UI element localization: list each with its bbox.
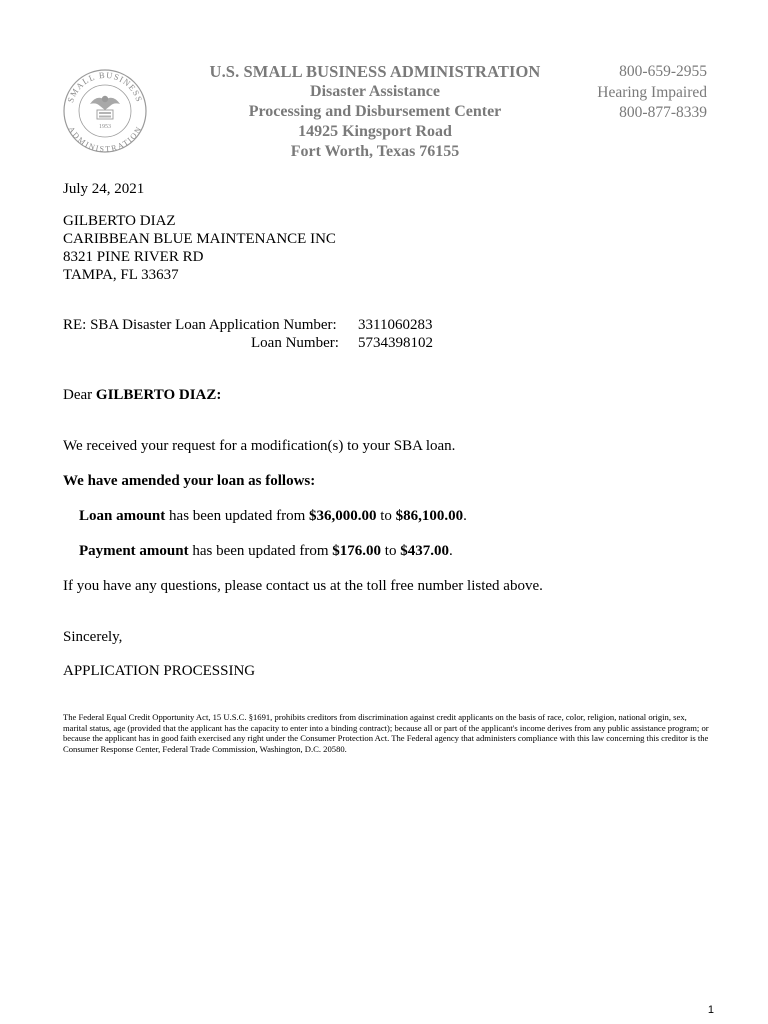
sba-seal-logo [62, 68, 148, 154]
city-address: Fort Worth, Texas 76155 [290, 143, 460, 160]
amended-heading: We have amended your loan as follows: [63, 473, 316, 489]
closing: Sincerely, [63, 629, 123, 645]
loan-number: 5734398102 [358, 335, 433, 351]
loan-amount-label: Loan amount [79, 508, 166, 524]
application-number: 3311060283 [358, 317, 433, 333]
payment-amount-end: . [448, 543, 453, 559]
loan-amount-line [79, 507, 467, 525]
street-address: 14925 Kingsport Road [298, 123, 452, 140]
ecoa-notice: The Federal Equal Credit Opportunity Act, 15 U.S.C. §1691, prohibits creditors from discrimination against credit applicants on the basis of race, color, religion, national origin, sex, marital status, age (provided that the applicant has the capacity to enter into a binding contract); because all or part of the applicant's income derives from any public assistance program; or because the applicant has in good faith exercised any right under the Consumer Protection Act. The Federal agency that administers compliance with this law concerning this creditor is the Consumer Response Center, Federal Trade Commission, Washington, D.C. 20580. [63, 712, 709, 754]
payment-amount-line [79, 542, 453, 560]
loan-amount-to-word: to [376, 508, 396, 524]
questions-paragraph: If you have any questions, please contact us at the toll free number listed above. [63, 578, 543, 594]
loan-amount-middle: has been updated from [165, 508, 309, 524]
division-name: Disaster Assistance [310, 83, 440, 100]
contact-block [580, 62, 707, 124]
salutation-name: GILBERTO DIAZ: [95, 387, 222, 403]
payment-amount-to: $437.00 [400, 543, 449, 559]
phone-number: 800-659-2955 [619, 63, 707, 80]
salutation-prefix: Dear [63, 387, 96, 403]
payment-amount-label: Payment amount [79, 543, 189, 559]
payment-amount-from: $176.00 [332, 543, 382, 559]
center-name: Processing and Disbursement Center [248, 103, 502, 120]
hearing-impaired-label: Hearing Impaired [597, 83, 707, 101]
salutation [63, 386, 221, 404]
recipient-city: TAMPA, FL 33637 [63, 267, 179, 283]
signature-department: APPLICATION PROCESSING [63, 663, 256, 679]
hearing-impaired-phone: 800-877-8339 [619, 104, 707, 121]
sba-seal-icon [62, 68, 148, 154]
payment-amount-to-word: to [381, 543, 401, 559]
recipient-street: 8321 PINE RIVER RD [63, 249, 204, 265]
letterhead [190, 62, 560, 162]
seal-year: 1953 [99, 124, 111, 130]
application-number-label: RE: SBA Disaster Loan Application Number: [63, 317, 337, 333]
page-number: 1 [707, 1004, 714, 1016]
intro-paragraph: We received your request for a modification(s) to your SBA loan. [63, 438, 456, 454]
seal-bottom-text: ADMINISTRATION [66, 124, 144, 154]
letter-date: July 24, 2021 [63, 181, 145, 197]
recipient-company: CARIBBEAN BLUE MAINTENANCE INC [63, 231, 336, 247]
recipient-name: GILBERTO DIAZ [63, 213, 176, 229]
loan-amount-from: $36,000.00 [308, 508, 377, 524]
agency-name: U.S. SMALL BUSINESS ADMINISTRATION [209, 62, 541, 81]
recipient-address [63, 212, 336, 284]
payment-amount-middle: has been updated from [188, 543, 333, 559]
loan-amount-end: . [463, 508, 467, 524]
loan-amount-to: $86,100.00 [395, 508, 464, 524]
loan-number-label: Loan Number: [251, 335, 339, 351]
seal-top-text: SMALL BUSINESS [65, 69, 145, 104]
